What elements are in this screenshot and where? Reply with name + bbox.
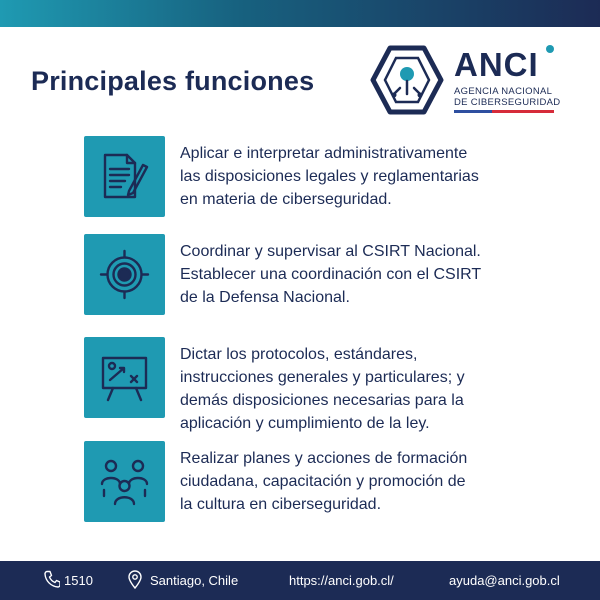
target-icon <box>99 249 150 300</box>
function-icon-tile <box>84 337 165 418</box>
function-line: Dictar los protocolos, estándares, <box>180 346 418 363</box>
logo-accent-dot <box>546 45 554 53</box>
footer-phone-text: 1510 <box>64 573 93 588</box>
function-line: aplicación y cumplimiento de la ley. <box>180 415 430 432</box>
footer-location <box>128 573 238 588</box>
footer-location-text: Santiago, Chile <box>150 573 239 588</box>
function-description <box>180 343 570 435</box>
logo-wordmark: ANCI <box>454 46 539 83</box>
page-title: Principales funciones <box>31 66 315 96</box>
location-pin-icon <box>128 570 142 589</box>
anci-logo <box>370 44 570 116</box>
function-description <box>180 142 570 211</box>
function-line: Realizar planes y acciones de formación <box>180 450 468 467</box>
anci-logo-mark-icon <box>370 44 444 116</box>
top-gradient-bar <box>0 0 600 27</box>
document-edit-icon <box>99 151 150 202</box>
strategy-board-icon <box>99 352 150 403</box>
logo-subtitle-line2: DE CIBERSEGURIDAD <box>454 97 561 108</box>
function-line: Establecer una coordinación con el CSIRT <box>180 266 482 283</box>
function-line: instrucciones generales y particulares; y <box>180 369 465 386</box>
footer-website-link[interactable]: https://anci.gob.cl/ <box>289 573 394 588</box>
logo-flag-stripe <box>454 110 554 113</box>
function-line: de la Defensa Nacional. <box>180 289 350 306</box>
function-line: la cultura en ciberseguridad. <box>180 496 382 513</box>
people-group-icon <box>99 456 150 507</box>
function-icon-tile <box>84 441 165 522</box>
function-line: en materia de ciberseguridad. <box>180 191 392 208</box>
function-line: Coordinar y supervisar al CSIRT Nacional. <box>180 243 481 260</box>
footer-email-link[interactable]: ayuda@anci.gob.cl <box>449 573 560 588</box>
logo-subtitle <box>454 86 560 108</box>
function-icon-tile <box>84 136 165 217</box>
function-description <box>180 447 570 516</box>
footer-phone[interactable] <box>44 573 93 588</box>
function-line: Aplicar e interpretar administrativamente <box>180 145 468 162</box>
function-line: las disposiciones legales y reglamentarias <box>180 168 479 185</box>
function-line: demás disposiciones necesarias para la <box>180 392 464 409</box>
function-description <box>180 240 570 309</box>
function-line: ciudadana, capacitación y promoción de <box>180 473 466 490</box>
footer-bar <box>0 561 600 600</box>
logo-subtitle-line1: AGENCIA NACIONAL <box>454 86 553 97</box>
phone-icon <box>44 570 60 588</box>
function-icon-tile <box>84 234 165 315</box>
